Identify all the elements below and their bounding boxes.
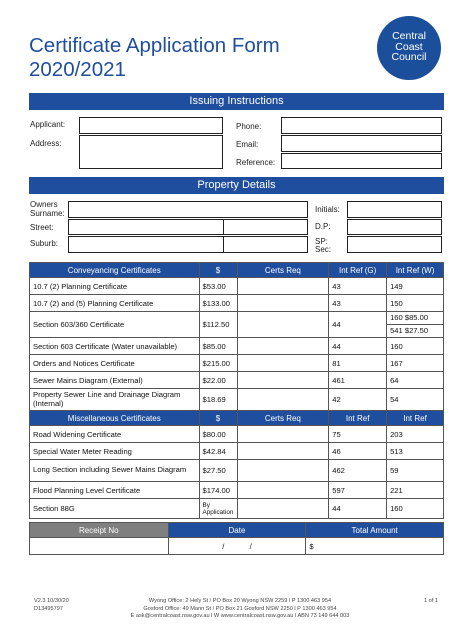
- int-ref-g: 46: [329, 443, 387, 460]
- contact-text: E ask@centralcoast.nsw.gov.au l W www.centralcoast.nsw.gov.au l ABN 73 149 644 003: [130, 613, 350, 619]
- phone-label: Phone:: [236, 122, 262, 131]
- sp-sec-field[interactable]: [347, 236, 442, 253]
- table-row: [30, 499, 444, 519]
- int-ref-w: 149: [387, 278, 444, 295]
- int-ref-g: 42: [329, 389, 387, 411]
- certs-req-field[interactable]: [237, 372, 329, 389]
- int-ref-w: 160: [387, 338, 444, 355]
- logo-line-2: Coast: [395, 40, 423, 53]
- int-ref-w: 64: [387, 372, 444, 389]
- table-row: [30, 482, 444, 499]
- doc-id-text: D13495797: [34, 605, 63, 612]
- certs-req-field[interactable]: [237, 499, 329, 519]
- cert-name: 10.7 (2) Planning Certificate: [30, 278, 200, 295]
- table-row: [30, 338, 444, 355]
- int-ref-w: 59: [387, 460, 444, 482]
- logo-line-1: Central: [392, 30, 426, 42]
- certs-req-field[interactable]: [237, 482, 329, 499]
- table-row: [30, 372, 444, 389]
- suburb-field[interactable]: [68, 236, 224, 253]
- certs-req-field[interactable]: [237, 355, 329, 372]
- cert-price: $80.00: [199, 426, 237, 443]
- cert-name: Sewer Mains Diagram (External): [30, 372, 200, 389]
- certificates-table: [29, 262, 444, 519]
- certs-req-field[interactable]: [237, 338, 329, 355]
- phone-field[interactable]: [281, 117, 442, 134]
- issuing-instructions-heading: Issuing Instructions: [29, 93, 444, 110]
- certs-req-field[interactable]: [237, 460, 329, 482]
- int-ref-w: 150: [387, 295, 444, 312]
- int-ref-g: 44: [329, 312, 387, 338]
- property-details-heading: Property Details: [29, 177, 444, 194]
- cert-price: $174.00: [199, 482, 237, 499]
- certs-req-field[interactable]: [237, 389, 329, 411]
- cert-name: Section 603 Certificate (Water unavailable): [30, 338, 200, 355]
- receipt-row: [30, 538, 444, 555]
- int-ref-w-top: 160 $85.00: [387, 312, 443, 325]
- int-ref-w: 203: [387, 426, 444, 443]
- cert-price: $53.00: [199, 278, 237, 295]
- table-row: [30, 389, 444, 411]
- email-field[interactable]: [281, 135, 442, 152]
- receipt-no-header: Receipt No: [30, 523, 169, 538]
- reference-label: Reference:: [236, 158, 276, 167]
- cert-name: Property Sewer Line and Drainage Diagram (Internal): [30, 389, 200, 411]
- cert-name: Road Widening Certificate: [30, 426, 200, 443]
- table-row: [30, 460, 444, 482]
- cert-name: Orders and Notices Certificate: [30, 355, 200, 372]
- certs-req-field[interactable]: [237, 278, 329, 295]
- table-row: [30, 312, 444, 338]
- cert-price: $18.69: [199, 389, 237, 411]
- receipt-table: [29, 522, 444, 555]
- table-row: [30, 355, 444, 372]
- cert-name: Long Section including Sewer Mains Diagram: [30, 460, 200, 482]
- col-header: Certs Req: [237, 263, 329, 278]
- street-label: Street:: [30, 223, 54, 232]
- col-header: Int Ref (W): [387, 263, 444, 278]
- title-line-2: 2020/2021: [29, 58, 126, 81]
- owners-label: Owners: [30, 200, 58, 209]
- int-ref-g: 462: [329, 460, 387, 482]
- cert-price: $112.50: [199, 312, 237, 338]
- table-row: [30, 443, 444, 460]
- col-header: $: [199, 263, 237, 278]
- cert-name: Special Water Meter Reading: [30, 443, 200, 460]
- email-label: Email:: [236, 140, 259, 149]
- applicant-field[interactable]: [79, 117, 223, 134]
- col-header: Int Ref: [329, 411, 387, 426]
- misc-header-row: [30, 411, 444, 426]
- cert-price: $85.00: [199, 338, 237, 355]
- sp-label: SP:: [315, 237, 328, 246]
- cert-name: Section 88G: [30, 499, 200, 519]
- int-ref-g: 75: [329, 426, 387, 443]
- cert-name: 10.7 (2) and (5) Planning Certificate: [30, 295, 200, 312]
- certs-req-field[interactable]: [237, 426, 329, 443]
- int-ref-g: 44: [329, 338, 387, 355]
- col-header: Miscellaneous Certificates: [30, 411, 200, 426]
- cert-price: $133.00: [199, 295, 237, 312]
- form-title: [29, 34, 280, 82]
- gosford-office-text: Gosford Office: 49 Mann St / PO Box 21 Gosford NSW 2250 l P 1300 463 954: [143, 605, 337, 612]
- title-line-1: Certificate Application Form: [29, 34, 280, 57]
- surname-label: Surname:: [30, 209, 65, 218]
- int-ref-g: 461: [329, 372, 387, 389]
- date-field[interactable]: / /: [168, 538, 306, 555]
- address-label: Address:: [30, 139, 62, 148]
- int-ref-g: 44: [329, 499, 387, 519]
- footer-contact-block: [100, 598, 380, 621]
- col-header: Int Ref (G): [329, 263, 387, 278]
- int-ref-w-bottom: 541 $27.50: [390, 326, 429, 336]
- lot-field[interactable]: [224, 219, 308, 235]
- version-text: V2.3 10/30/20: [34, 598, 69, 604]
- col-header: $: [199, 411, 237, 426]
- surname-field[interactable]: [68, 201, 308, 218]
- cert-price: $42.84: [199, 443, 237, 460]
- address-field[interactable]: [79, 135, 223, 169]
- council-logo: [377, 16, 441, 80]
- table-row: [30, 426, 444, 443]
- page-number: 1 of 1: [424, 598, 438, 604]
- reference-field[interactable]: [281, 153, 442, 169]
- conveyancing-header-row: [30, 263, 444, 278]
- col-header: Conveyancing Certificates: [30, 263, 200, 278]
- initials-label: Initials:: [315, 205, 340, 214]
- int-ref-g: 43: [329, 278, 387, 295]
- footer-version-block: [34, 598, 69, 613]
- certs-req-field[interactable]: [237, 295, 329, 312]
- initials-field[interactable]: [347, 201, 442, 218]
- receipt-header-row: [30, 523, 444, 538]
- table-row: [30, 278, 444, 295]
- int-ref-g: 597: [329, 482, 387, 499]
- int-ref-w: 513: [387, 443, 444, 460]
- applicant-label: Applicant:: [30, 120, 66, 129]
- certs-req-field[interactable]: [237, 312, 329, 338]
- cert-name: Flood Planning Level Certificate: [30, 482, 200, 499]
- int-ref-w: 160: [387, 499, 444, 519]
- sec-label: Sec:: [315, 245, 332, 254]
- logo-line-3: Council: [391, 51, 427, 63]
- int-ref-w-split: [387, 312, 444, 338]
- cert-price: $22.00: [199, 372, 237, 389]
- col-header: Int Ref: [387, 411, 444, 426]
- receipt-no-field[interactable]: [30, 538, 169, 555]
- cert-price: $27.50: [199, 460, 237, 482]
- int-ref-w: 221: [387, 482, 444, 499]
- int-ref-g: 81: [329, 355, 387, 372]
- total-amount-header: Total Amount: [306, 523, 444, 538]
- street-no-field[interactable]: [224, 236, 308, 253]
- dp-field[interactable]: [347, 219, 442, 235]
- col-header: Certs Req: [237, 411, 329, 426]
- int-ref-w: 54: [387, 389, 444, 411]
- cert-price: By Application: [199, 499, 237, 519]
- cert-price: $215.00: [199, 355, 237, 372]
- dp-label: D.P:: [315, 222, 331, 231]
- table-row: [30, 295, 444, 312]
- int-ref-w: 167: [387, 355, 444, 372]
- cert-name: Section 603/360 Certificate: [30, 312, 200, 338]
- date-header: Date: [168, 523, 306, 538]
- total-amount-field[interactable]: $: [306, 538, 444, 555]
- street-field[interactable]: [68, 219, 224, 235]
- certs-req-field[interactable]: [237, 443, 329, 460]
- int-ref-g: 43: [329, 295, 387, 312]
- wyong-office-text: Wyong Office: 2 Hely St / PO Box 20 Wyong NSW 2259 l P 1300 463 954: [148, 598, 332, 604]
- suburb-label: Suburb:: [30, 239, 59, 248]
